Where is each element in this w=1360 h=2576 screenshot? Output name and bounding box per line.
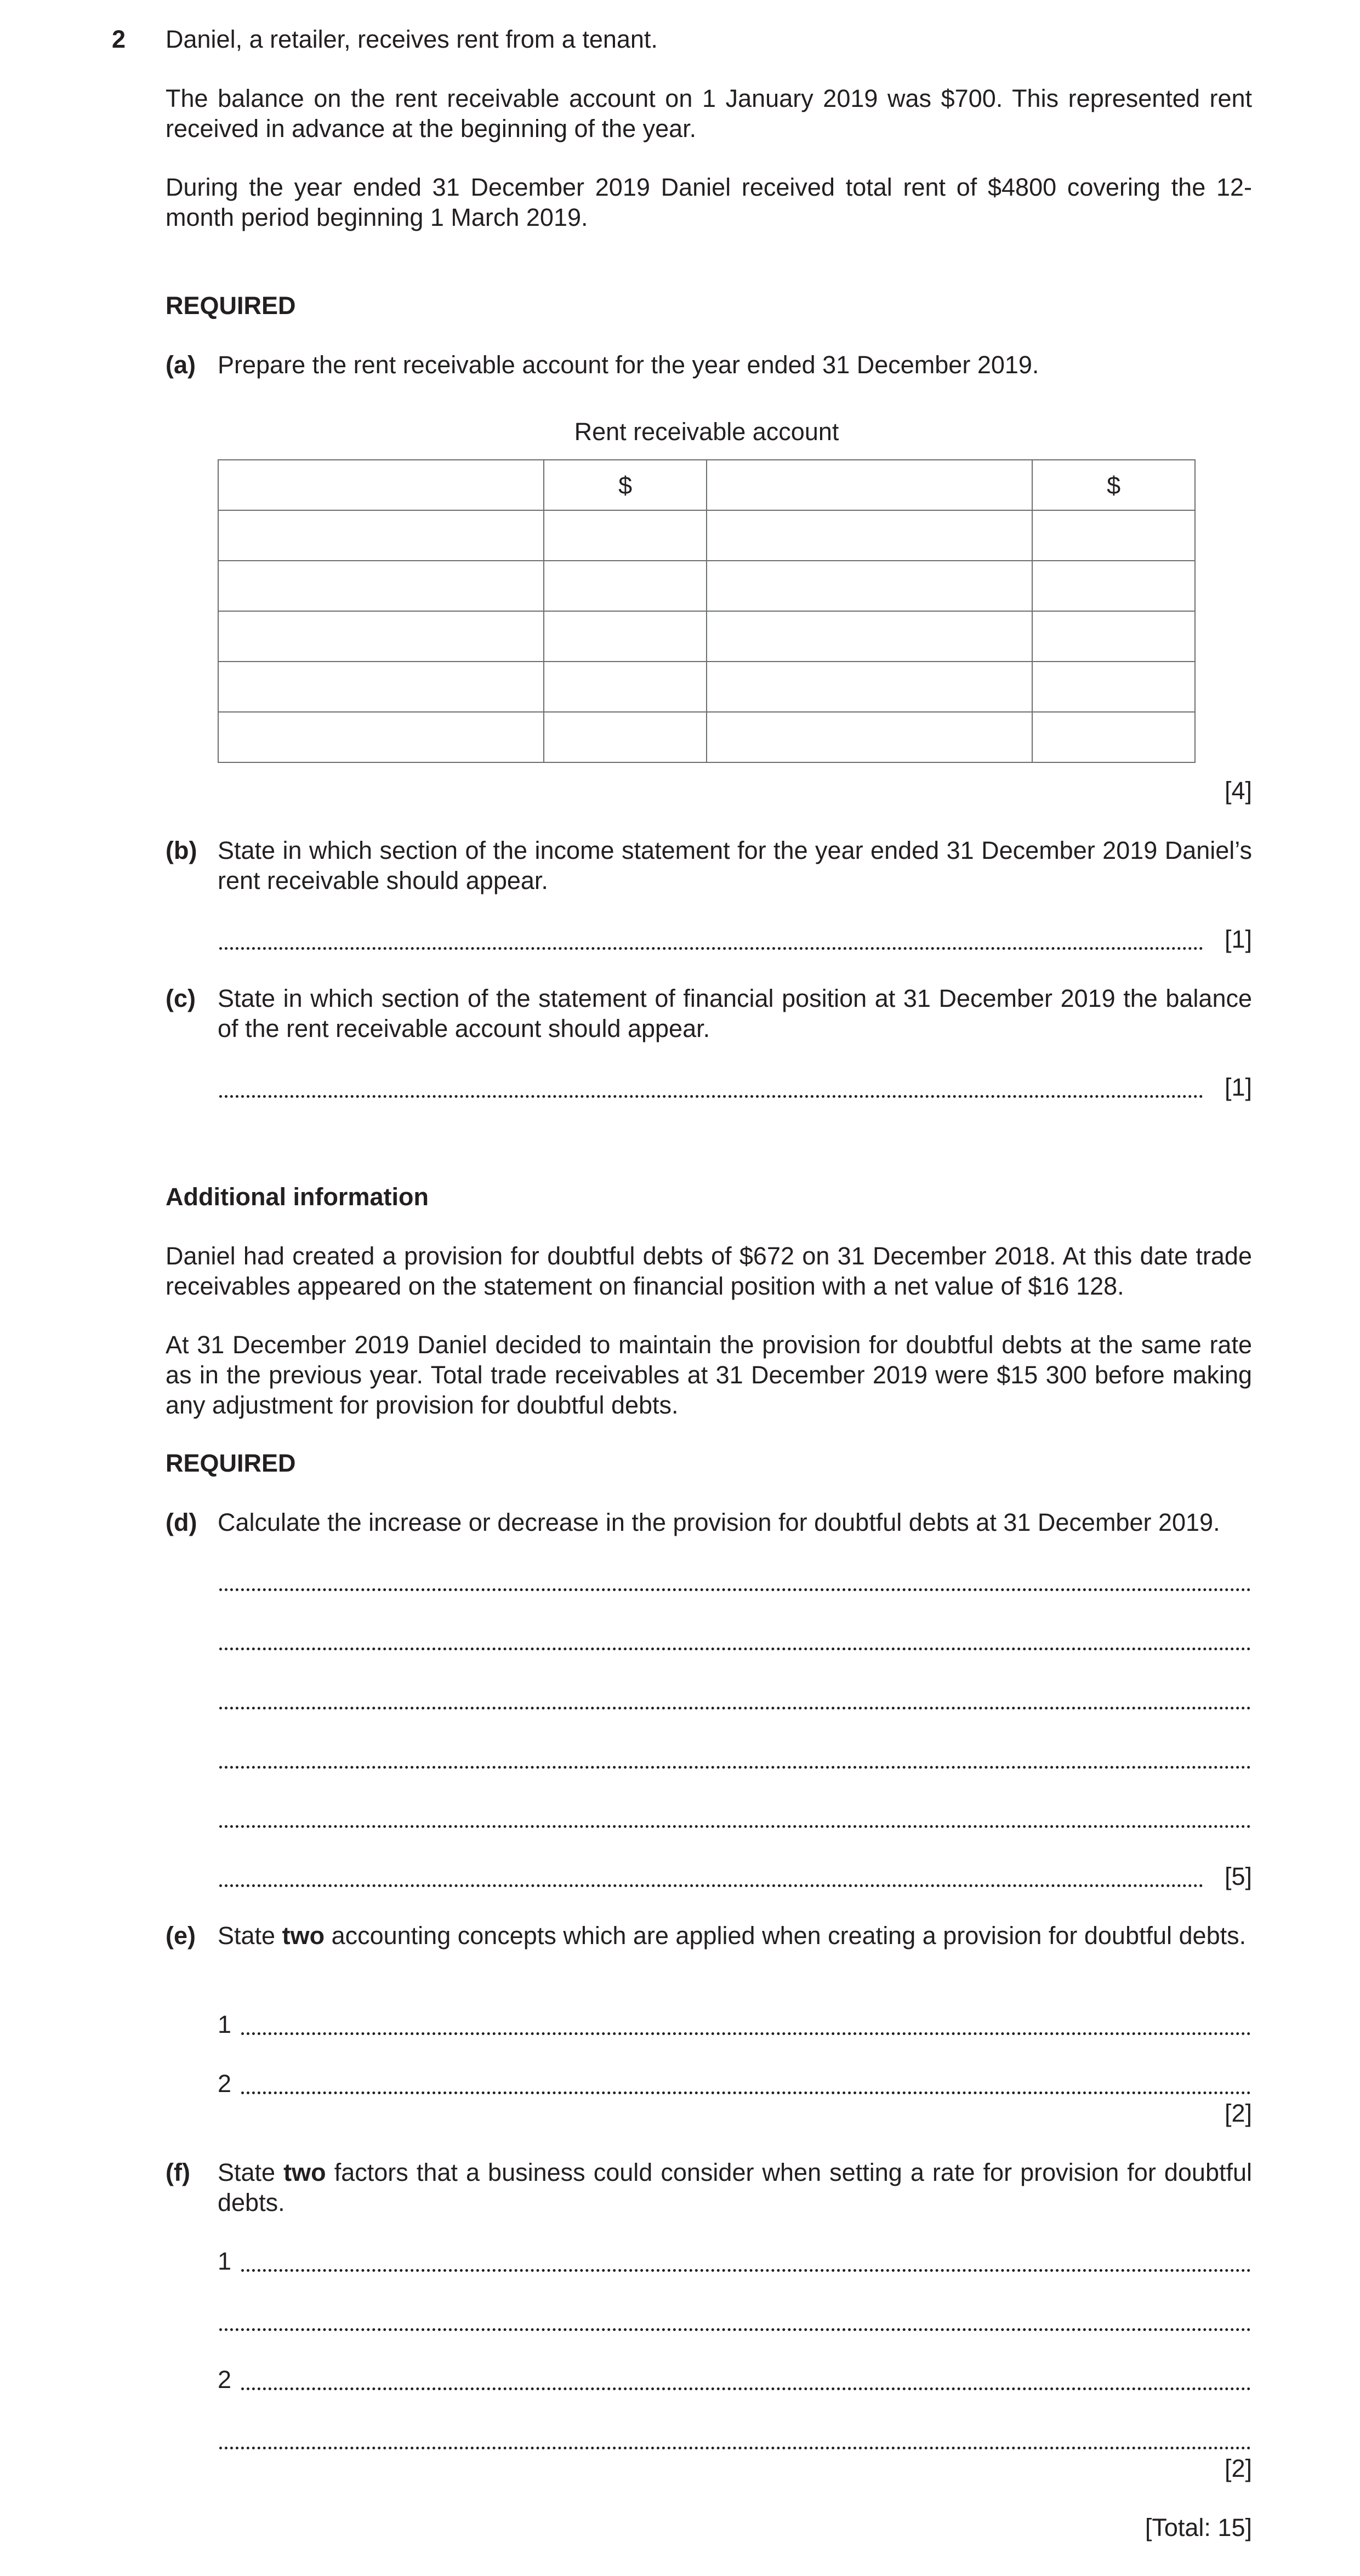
table-cell[interactable] [1032, 611, 1195, 662]
required-heading: REQUIRED [166, 292, 296, 320]
part-a-marks: [4] [1224, 777, 1252, 805]
part-f-text [218, 2157, 1252, 2218]
part-d-answer-line[interactable] [219, 1648, 1251, 1650]
part-f-answer-line-1a[interactable] [241, 2269, 1251, 2272]
part-f-text-end: factors that a business could consider when setting a rate for provision for doubtful debts. [218, 2158, 1253, 2216]
part-d-answer-line[interactable] [219, 1825, 1251, 1828]
table-row [218, 510, 1195, 561]
part-d-answer-line[interactable] [219, 1766, 1251, 1769]
table-cell[interactable] [544, 611, 707, 662]
part-e-answer-1-number: 1 [218, 2010, 232, 2038]
part-e-answer-line-2[interactable] [241, 2091, 1251, 2094]
required-heading-2: REQUIRED [166, 1449, 296, 1477]
table-cell[interactable] [707, 510, 1032, 561]
table-cell[interactable] [707, 662, 1032, 712]
table-cell[interactable] [1032, 712, 1195, 762]
table-header-cell [218, 460, 544, 510]
table-row [218, 712, 1195, 762]
part-d-answer-line[interactable] [219, 1707, 1251, 1709]
part-f-answer-line-2b[interactable] [219, 2447, 1251, 2449]
part-f-answer-line-2a[interactable] [241, 2387, 1251, 2390]
table-header-cell: $ [544, 460, 707, 510]
paragraph-provision-2018: Daniel had created a provision for doubtful debts of $672 on 31 December 2018. At this date trade receivables appeared on the statement on financial position with a net value of $16 128. [166, 1242, 1252, 1300]
part-b-marks: [1] [1224, 925, 1252, 953]
rent-receivable-account-table [218, 459, 1196, 763]
part-f-marks: [2] [1224, 2454, 1252, 2482]
table-cell[interactable] [218, 662, 544, 712]
part-b-text: State in which section of the income statement for the year ended 31 December 2019 Daniel’s rent receivable should appear. [218, 836, 1252, 894]
part-d-label: (d) [166, 1508, 197, 1536]
table-cell[interactable] [1032, 561, 1195, 611]
part-c-marks: [1] [1224, 1073, 1252, 1101]
paragraph-rent-received: During the year ended 31 December 2019 Daniel received total rent of $4800 covering the 12-month period beginning 1 March 2019. [166, 173, 1252, 231]
table-row [218, 662, 1195, 712]
part-d-answer-line[interactable] [219, 1884, 1203, 1887]
part-b-answer-line[interactable] [219, 947, 1203, 950]
part-d-answer-line[interactable] [219, 1588, 1251, 1591]
part-d-text: Calculate the increase or decrease in the provision for doubtful debts at 31 December 2019. [218, 1508, 1220, 1536]
paragraph-provision-2019: At 31 December 2019 Daniel decided to maintain the provision for doubtful debts at the same rate as in the previous year. Total trade receivables at 31 December 2019 were $15 300 before making any adjustment for provision for doubtful debts. [166, 1331, 1252, 1419]
additional-information-heading: Additional information [166, 1183, 429, 1211]
part-c-text: State in which section of the statement of financial position at 31 December 2019 the balance of the rent receivable account should appear. [218, 984, 1252, 1042]
part-e-text-emphasis: two [282, 1922, 325, 1950]
table-header-cell [707, 460, 1032, 510]
table-cell[interactable] [218, 712, 544, 762]
part-e-label: (e) [166, 1922, 196, 1950]
part-a-label: (a) [166, 351, 196, 379]
table-cell[interactable] [218, 561, 544, 611]
question-number: 2 [112, 25, 126, 53]
part-e-answer-line-1[interactable] [241, 2032, 1251, 2035]
table-row [218, 611, 1195, 662]
table-cell[interactable] [1032, 510, 1195, 561]
part-c-label: (c) [166, 984, 196, 1012]
table-header-row [218, 460, 1195, 510]
table-cell[interactable] [1032, 662, 1195, 712]
part-d-marks: [5] [1224, 1862, 1252, 1890]
table-cell[interactable] [707, 611, 1032, 662]
table-cell[interactable] [544, 712, 707, 762]
part-e-text-start: State [218, 1922, 282, 1950]
table-header-cell: $ [1032, 460, 1195, 510]
table-cell[interactable] [544, 561, 707, 611]
table-caption: Rent receivable account [574, 418, 839, 446]
table-row [218, 561, 1195, 611]
part-b-label: (b) [166, 836, 197, 864]
part-f-text-emphasis: two [283, 2158, 326, 2186]
part-e-marks: [2] [1224, 2099, 1252, 2127]
part-f-answer-line-1b[interactable] [219, 2328, 1251, 2331]
table-cell[interactable] [218, 611, 544, 662]
paragraph-opening-balance: The balance on the rent receivable account on 1 January 2019 was $700. This represented rent received in advance at the beginning of the year. [166, 84, 1252, 143]
question-intro: Daniel, a retailer, receives rent from a tenant. [166, 25, 658, 53]
part-f-label: (f) [166, 2158, 190, 2186]
part-f-answer-2-number: 2 [218, 2366, 232, 2393]
table-cell[interactable] [544, 662, 707, 712]
part-e-text-end: accounting concepts which are applied when creating a provision for doubtful debts. [325, 1922, 1247, 1950]
part-e-answer-2-number: 2 [218, 2070, 232, 2098]
part-e-text [218, 1920, 1252, 1951]
table-cell[interactable] [707, 712, 1032, 762]
part-f-answer-1-number: 1 [218, 2247, 232, 2275]
table-cell[interactable] [218, 510, 544, 561]
table-cell[interactable] [707, 561, 1032, 611]
part-a-text: Prepare the rent receivable account for the year ended 31 December 2019. [218, 351, 1039, 379]
question-total-marks: [Total: 15] [1145, 2514, 1252, 2541]
part-f-text-start: State [218, 2158, 284, 2186]
part-c-answer-line[interactable] [219, 1095, 1203, 1098]
table-cell[interactable] [544, 510, 707, 561]
